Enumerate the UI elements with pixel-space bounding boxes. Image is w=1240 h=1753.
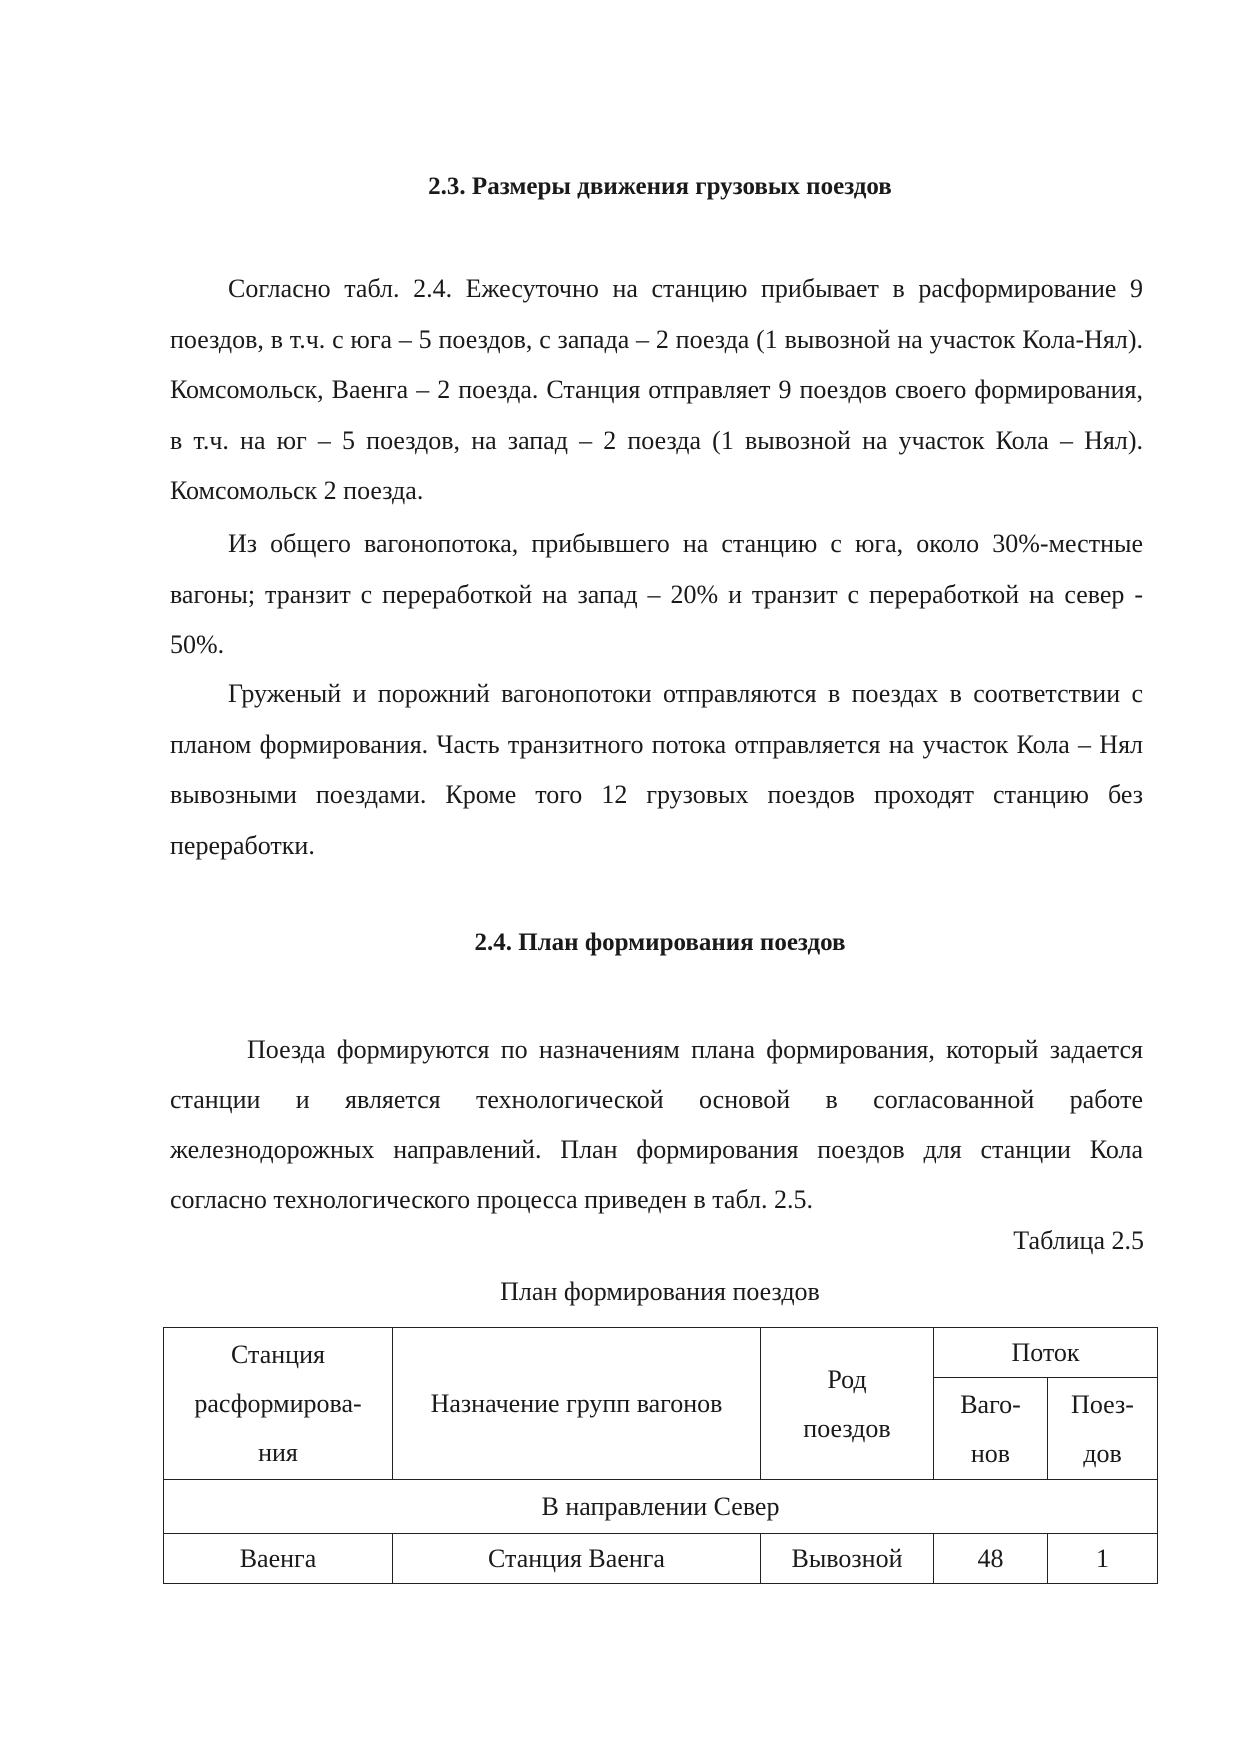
cell-station: Ваенга — [164, 1534, 393, 1584]
header-wagons: Ваго- нов — [934, 1378, 1048, 1480]
header-destination: Назначение групп вагонов — [393, 1328, 761, 1480]
paragraph-train-counts: Согласно табл. 2.4. Ежесуточно на станцию прибывает в расформирование 9 поездов, в т.ч. с юга – 5 поездов, с запада – 2 поезда (1 вывозной на участок Кола-Нял). Комсомольск, Ваенга – 2 поезда. Станция отправляет 9 поездов своего формирования, в т.ч. на юг – 5 поездов, на запад – 2 поезда (1 вывозной на участок Кола – Нял). Комсомольск 2 поезда. — [170, 274, 1143, 505]
cell-wagons: 48 — [934, 1534, 1048, 1584]
section-heading-2-4: 2.4. План формирования поездов — [474, 929, 846, 956]
header-trains: Поез- дов — [1048, 1378, 1158, 1480]
cell-train-type: Вывозной — [761, 1534, 934, 1584]
header-flow: Поток — [934, 1328, 1158, 1378]
direction-row: В направлении Север — [164, 1480, 1158, 1534]
cell-trains: 1 — [1048, 1534, 1158, 1584]
table-caption: План формирования поездов — [500, 1277, 820, 1306]
header-train-type: Род поездов — [761, 1328, 934, 1480]
paragraph-formation-plan: Поезда формируются по назначениям плана формирования, который задается станции и является технологической основой в согласованной работе железнодорожных направлений. План формирования поездов для станции Кола согласно технологического процесса приведен в табл. 2.5. — [170, 1035, 1143, 1214]
paragraph-dispatch: Груженый и порожний вагонопотоки отправляются в поездах в соответствии с планом формирования. Часть транзитного потока отправляется на участок Кола – Нял вывозными поездами. Кроме того 12 грузовых поездов проходят станцию без переработки. — [170, 679, 1143, 860]
formation-plan-table — [163, 1327, 1158, 1584]
cell-destination: Станция Ваенга — [393, 1534, 761, 1584]
paragraph-wagon-flow: Из общего вагонопотока, прибывшего на станцию с юга, около 30%-местные вагоны; транзит с переработкой на запад – 20% и транзит с переработкой на север - 50%. — [170, 529, 1143, 659]
section-heading-2-3: 2.3. Размеры движения грузовых поездов — [428, 173, 892, 200]
table-row — [164, 1534, 1158, 1584]
header-station: Станция расформирова- ния — [164, 1328, 393, 1480]
table-label: Таблица 2.5 — [1013, 1226, 1144, 1255]
